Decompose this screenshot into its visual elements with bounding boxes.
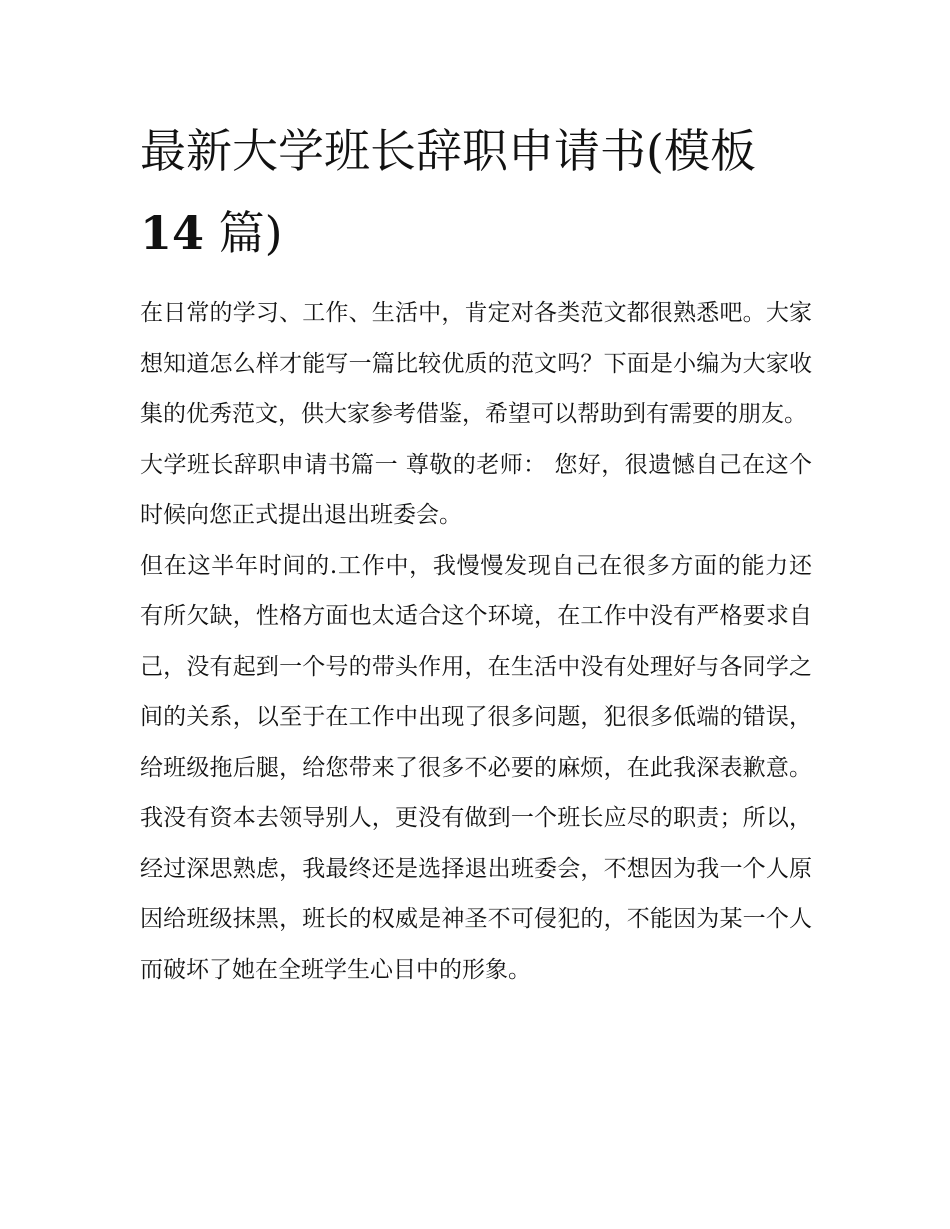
document-title: 最新大学班长辞职申请书(模板 14 篇) xyxy=(140,124,756,260)
document-page xyxy=(140,110,812,995)
paragraph-intro: 在日常的学习、工作、生活中，肯定对各类范文都很熟悉吧。大家想知道怎么样才能写一篇比较优质的范文吗？下面是小编为大家收集的优秀范文，供大家参考借鉴，希望可以帮助到有需要的朋友。 xyxy=(140,300,812,427)
paragraph-salutation: 大学班长辞职申请书篇一 尊敬的老师： 您好，很遗憾自己在这个时候向您正式提出退出班委会。 xyxy=(140,451,812,528)
paragraph-body: 但在这半年时间的.工作中，我慢慢发现自己在很多方面的能力还有所欠缺，性格方面也太适合这个环境，在工作中没有严格要求自己，没有起到一个号的带头作用，在生活中没有处理好与各同学之间的关系，以至于在工作中出现了很多问题，犯很多低端的错误，给班级拖后腿，给您带来了很多不必要的麻烦，在此我深表歉意。我没有资本去领导别人，更没有做到一个班长应尽的职责；所以，经过深思熟虑，我最终还是选择退出班委会，不想因为我一个人原因给班级抹黑，班长的权威是神圣不可侵犯的，不能因为某一个人而破坏了她在全班学生心目中的形象。 xyxy=(140,552,812,983)
